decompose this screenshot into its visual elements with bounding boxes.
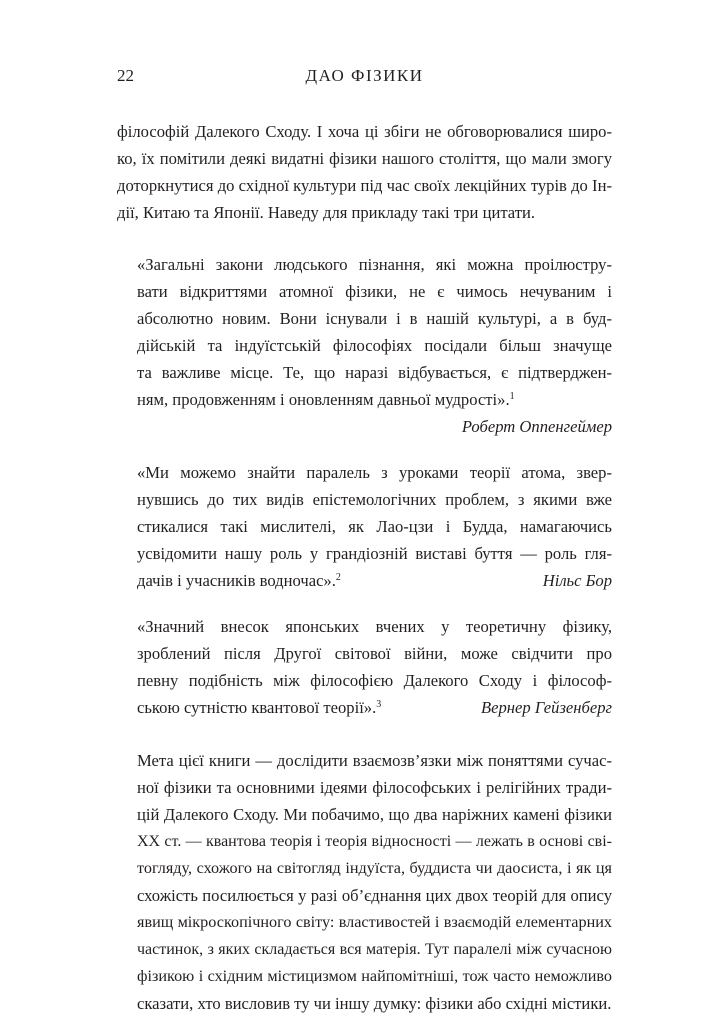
quote-line-last	[137, 386, 612, 413]
quote-line: усвідомити нашу роль у грандіозній виставі буття — роль гля-	[137, 544, 612, 563]
main-line: ної фізики та основними ідеями філософських і релігійних тради-	[137, 778, 612, 797]
footnote-marker[interactable]: 1	[509, 391, 515, 402]
quote-line-text: ням, продовженням і оновленням давньої мудрості».	[137, 390, 510, 409]
main-line: цій Далекого Сходу. Ми побачимо, що два наріжних камені фізики	[137, 805, 612, 824]
main-line: схожість посилюється у разі об’єднання цих двох теорій для опису	[137, 886, 612, 905]
main-line: фізикою і східним містицизмом найпомітніші, тож часто неможливо	[137, 967, 612, 985]
intro-paragraph	[117, 118, 612, 226]
main-line: тогляду, схожого на світогляд індуїста, буддиста чи даосиста, і як ця	[137, 859, 612, 877]
quote-line: нувшись до тих видів епістемологічних проблем, з якими вже	[137, 490, 612, 509]
quote-line: стикалися такі мислителі, як Лао-цзи і Будда, намагаючись	[137, 517, 612, 536]
intro-line: доторкнутися до східної культури під час своїх лекційних турів до Ін-	[117, 176, 612, 195]
main-line: явищ мікроскопічного світу: властивостей і взаємодій елементарних	[137, 913, 612, 931]
intro-line: дії, Китаю та Японії. Наведу для прикладу такі три цитати.	[117, 203, 536, 222]
quote-line: «Ми можемо знайти паралель з уроками теорії атома, звер-	[137, 463, 612, 482]
main-line: частинок, з яких складається вся матерія. Тут паралелі між сучасною	[137, 941, 612, 958]
main-line: Мета цієї книги — дослідити взаємозв’язки між поняттями сучас-	[137, 751, 612, 770]
quote-line: «Загальні закони людського пізнання, які можна проілюстру-	[137, 255, 612, 274]
quote-text	[137, 251, 612, 413]
quote-author: Роберт Оппенгеймер	[461, 417, 612, 436]
book-title: ДАО ФІЗИКИ	[305, 66, 424, 85]
intro-line: ко, їх помітили деякі видатні фізики нашого століття, що мали змогу	[117, 149, 612, 168]
quote-line: зроблений після Другої світової війни, може свідчити про	[137, 644, 612, 663]
quote-line: певну подібність між філософією Далекого Сходу і філософ-	[137, 671, 612, 690]
quote-author: Вернер Гейзенберг	[481, 698, 612, 717]
quote-line: «Значний внесок японських вчених у теоретичну фізику,	[137, 617, 612, 636]
page-number: 22	[117, 66, 134, 85]
footnote-marker[interactable]: 3	[376, 699, 382, 710]
quote-line: дійській та індуїстській філософіях посідали більш значуще	[137, 336, 612, 355]
book-page	[117, 64, 612, 1017]
quote-line-text: дачів і учасників водночас».	[137, 571, 336, 590]
quote-author: Нільс Бор	[542, 571, 612, 590]
running-head	[117, 64, 612, 88]
quote-line: та важливе місце. Те, що наразі відбувається, є підтверджен-	[137, 363, 612, 382]
main-line: XX ст. — квантова теорія і теорія відносності — лежать в основі сві-	[137, 833, 612, 850]
quote-line-text: ською сутністю квантової теорії».	[137, 698, 377, 717]
main-paragraph	[117, 747, 612, 1017]
main-line: сказати, хто висловив ту чи іншу думку: фізики або східні містики.	[137, 994, 612, 1013]
quote-oppenheimer	[137, 251, 612, 440]
quote-line: абсолютно новим. Вони існували і в нашій культурі, а в буд-	[137, 309, 612, 328]
quote-line: вати відкриттями атомної фізики, не є чимось нечуваним і	[137, 282, 612, 301]
intro-line: філософій Далекого Сходу. І хоча ці збіги не обговорювалися широ-	[117, 122, 612, 141]
footnote-marker[interactable]: 2	[335, 572, 341, 583]
quote-bohr	[137, 459, 612, 594]
quote-heisenberg	[137, 613, 612, 721]
